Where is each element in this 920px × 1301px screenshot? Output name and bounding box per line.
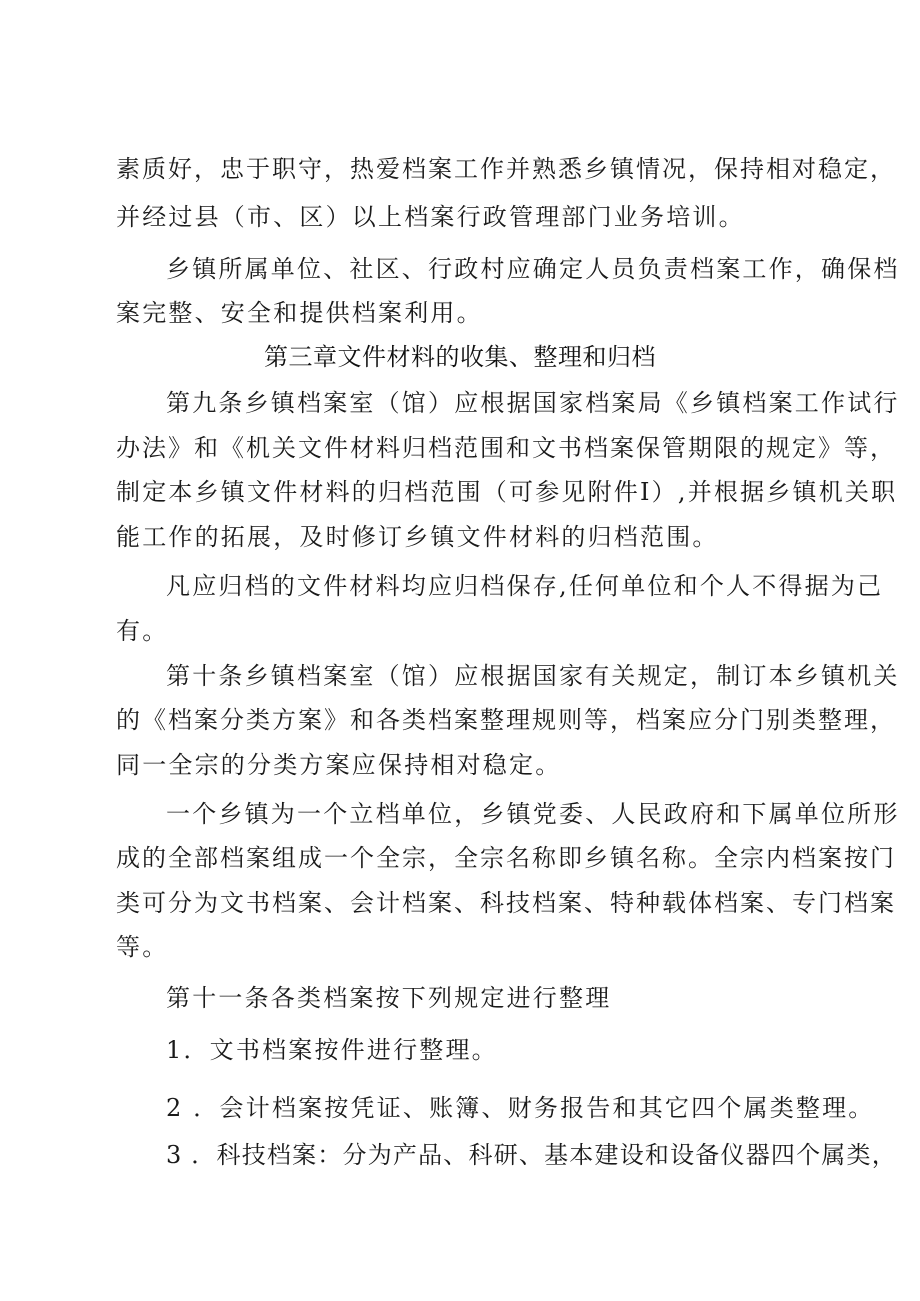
paragraph-fonds-line-4: 等。: [116, 933, 169, 961]
paragraph-fonds-line-1: 一个乡镇为一个立档单位，乡镇党委、人民政府和下属单位所形: [166, 800, 900, 828]
paragraph-2-line-2: 案完整、安全和提供档案利用。: [116, 299, 483, 327]
article-9-line-1: 第九条乡镇档案室（馆）应根据国家档案局《乡镇档案工作试行: [166, 389, 900, 417]
paragraph-archive-line-2: 有。: [116, 617, 169, 645]
paragraph-2-line-1: 乡镇所属单位、社区、行政村应确定人员负责档案工作，确保档: [166, 255, 900, 283]
list-item-2: 2 ．会计档案按凭证、账簿、财务报告和其它四个属类整理。: [166, 1094, 875, 1122]
paragraph-1-line-1: 素质好，忠于职守，热爱档案工作并熟悉乡镇情况，保持相对稳定，: [116, 155, 896, 183]
article-9-line-3: 制定本乡镇文件材料的归档范围（可参见附件I）,并根据乡镇机关职: [116, 478, 898, 506]
list-item-1: 1．文书档案按件进行整理。: [166, 1036, 498, 1064]
article-9-line-2: 办法》和《机关文件材料归档范围和文书档案保管期限的规定》等，: [116, 434, 896, 462]
paragraph-fonds-line-2: 成的全部档案组成一个全宗，全宗名称即乡镇名称。全宗内档案按门: [116, 844, 896, 872]
article-9-line-4: 能工作的拓展，及时修订乡镇文件材料的归档范围。: [116, 523, 719, 551]
list-item-3: 3 ．科技档案：分为产品、科研、基本建设和设备仪器四个属类，: [166, 1141, 897, 1169]
chapter-heading: 第三章文件材料的收集、整理和归档: [264, 343, 656, 371]
paragraph-archive-line-1: 凡应归档的文件材料均应归档保存,任何单位和个人不得据为己: [166, 572, 884, 600]
article-11-heading: 第十一条各类档案按下列规定进行整理: [166, 984, 612, 1012]
article-10-line-1: 第十条乡镇档案室（馆）应根据国家有关规定，制订本乡镇机关: [166, 662, 900, 690]
article-10-line-3: 同一全宗的分类方案应保持相对稳定。: [116, 751, 562, 779]
paragraph-fonds-line-3: 类可分为文书档案、会计档案、科技档案、特种载体档案、专门档案: [116, 889, 896, 917]
article-10-line-2: 的《档案分类方案》和各类档案整理规则等，档案应分门别类整理，: [116, 706, 896, 734]
paragraph-1-line-2: 并经过县（市、区）以上档案行政管理部门业务培训。: [116, 203, 745, 231]
